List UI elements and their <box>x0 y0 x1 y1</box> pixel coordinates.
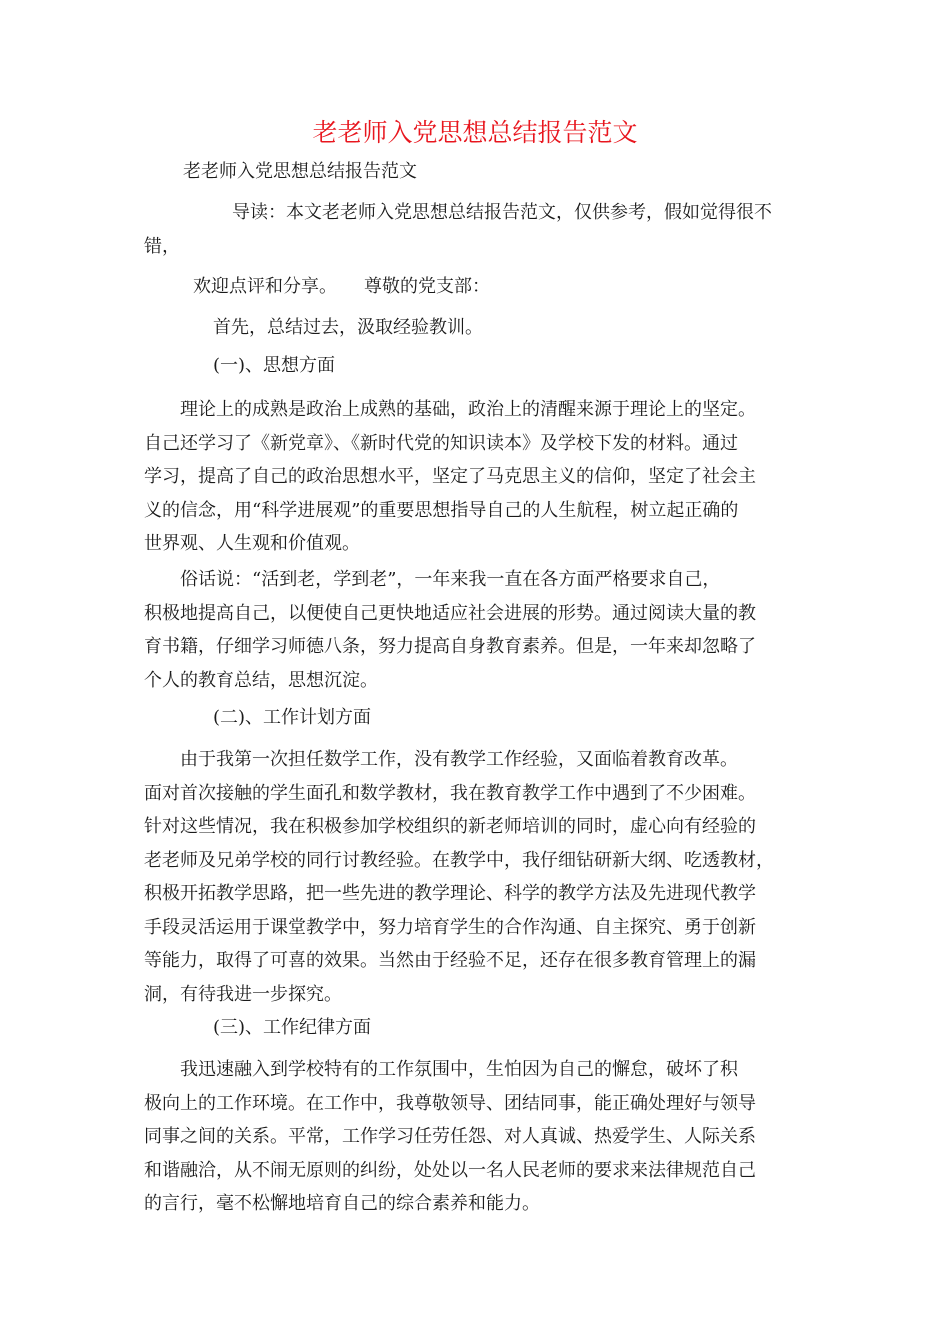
text-line: 学习，提高了自己的政治思想水平，坚定了马克思主义的信仰，坚定了社会主 <box>144 466 756 487</box>
section-1-heading: (一)、思想方面 <box>213 355 336 376</box>
text-line: 个人的教育总结，思想沉淀。 <box>144 669 378 691</box>
text-line: 面对首次接触的学生面孔和数学教材，我在教育教学工作中遇到了不少困难。 <box>144 782 756 804</box>
intro-line-1: 导读：本文老老师入党思想总结报告范文，仅供参考，假如觉得很不 <box>232 202 772 223</box>
text-line: 的言行，毫不松懈地培育自己的综合素养和能力。 <box>144 1193 540 1214</box>
section-1-paragraph-1 <box>144 393 824 561</box>
text-line: 同事之间的关系。平常，工作学习任劳任怨、对人真诚、热爱学生、人际关系 <box>144 1126 756 1147</box>
text-line: 世界观、人生观和价值观。 <box>144 533 360 554</box>
text-line: 理论上的成熟是政治上成熟的基础，政治上的清醒来源于理论上的坚定。 <box>144 399 756 420</box>
text-line: 老老师及兄弟学校的同行讨教经验。在教学中，我仔细钻研新大纲、吃透教材， <box>144 849 774 871</box>
text-line: 积极地提高自己，以便使自己更快地适应社会进展的形势。通过阅读大量的教 <box>144 602 756 624</box>
text-line: 义的信念，用“科学进展观”的重要思想指导自己的人生航程，树立起正确的 <box>144 499 739 521</box>
text-line: 极向上的工作环境。在工作中，我尊敬领导、团结同事，能正确处理好与领导 <box>144 1092 756 1114</box>
opening-paragraph: 首先，总结过去，汲取经验教训。 <box>213 317 483 338</box>
section-2-heading: (二)、工作计划方面 <box>213 707 372 728</box>
text-line: 自己还学习了《新党章》、《新时代党的知识读本》及学校下发的材料。通过 <box>144 432 738 454</box>
intro-line-3: 欢迎点评和分享。 尊敬的党支部： <box>193 276 490 297</box>
text-line: 和谐融洽，从不闹无原则的纠纷，处处以一名人民老师的要求来法律规范自己 <box>144 1159 756 1181</box>
section-2-paragraph <box>144 743 824 1011</box>
text-line: 由于我第一次担任数学工作，没有教学工作经验，又面临着教育改革。 <box>144 749 738 770</box>
text-line: 育书籍，仔细学习师德八条，努力提高自身教育素养。但是，一年来却忽略了 <box>144 636 756 657</box>
intro-line-2: 错， <box>144 236 180 257</box>
text-line: 俗话说：“活到老，学到老”，一年来我一直在各方面严格要求自己， <box>144 569 721 590</box>
text-line: 积极开拓教学思路，把一些先进的教学理论、科学的教学方法及先进现代教学 <box>144 883 756 904</box>
text-line: 我迅速融入到学校特有的工作氛围中，生怕因为自己的懈怠，破坏了积 <box>144 1059 738 1080</box>
text-line: 等能力，取得了可喜的效果。当然由于经验不足，还存在很多教育管理上的漏 <box>144 950 756 971</box>
section-3-heading: (三)、工作纪律方面 <box>213 1017 372 1038</box>
document-title: 老老师入党思想总结报告范文 <box>312 118 638 147</box>
section-3-paragraph <box>144 1053 824 1221</box>
text-line: 洞，有待我进一步探究。 <box>144 983 342 1005</box>
section-1-paragraph-2 <box>144 563 824 697</box>
document-subtitle: 老老师入党思想总结报告范文 <box>183 161 417 182</box>
text-line: 针对这些情况，我在积极参加学校组织的新老师培训的同时，虚心向有经验的 <box>144 816 756 837</box>
text-line: 手段灵活运用于课堂教学中，努力培育学生的合作沟通、自主探究、勇于创新 <box>144 916 756 938</box>
